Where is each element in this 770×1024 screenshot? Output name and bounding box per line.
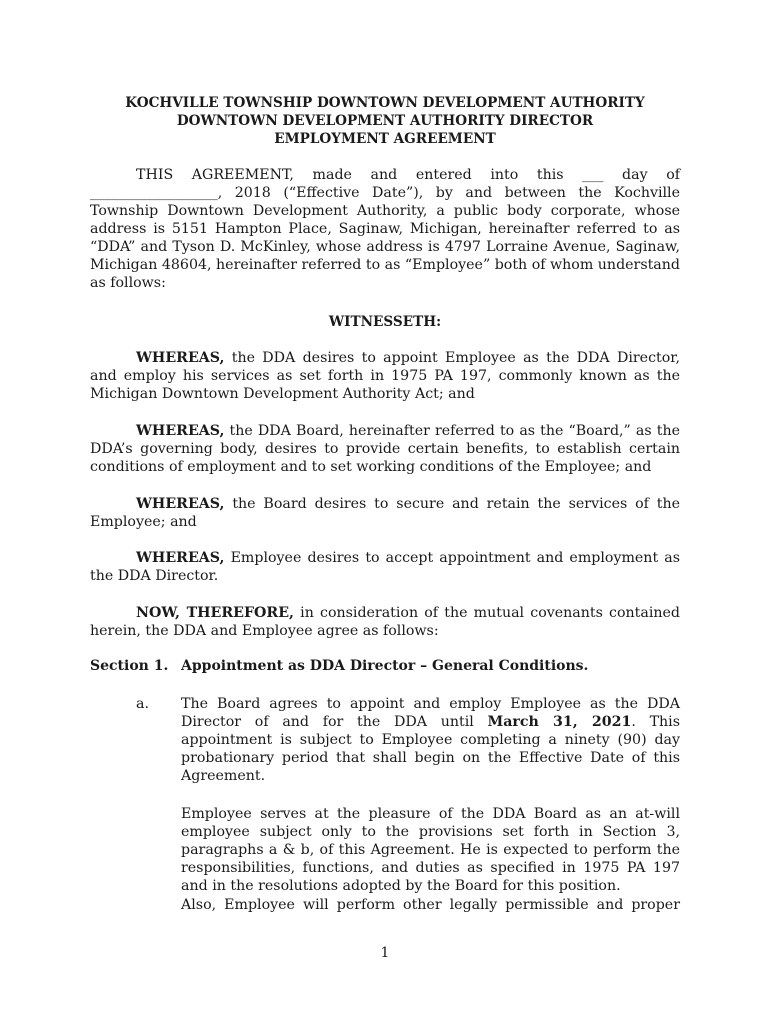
item-a-text: . This appointment is subject to Employee completing a ninety (90) day probationary period that shall begin on the Effective Date of this Agreement. <box>181 714 680 784</box>
document-title <box>90 94 680 148</box>
item-a-paragraph-1 <box>181 695 680 785</box>
section-title: Appointment as DDA Director – General Conditions. <box>181 658 589 674</box>
whereas-paragraph-1 <box>90 349 680 403</box>
now-therefore-lead: NOW, THEREFORE, <box>136 605 294 621</box>
page-number: 1 <box>380 945 390 961</box>
whereas-paragraph-2 <box>90 422 680 476</box>
intro-paragraph: THIS AGREEMENT, made and entered into this ___ day of __________________, 2018 (“Effective Date”), by and between the Kochville Township Downtown Development Authority, a public body corporate, whose address is 5151 Hampton Place, Saginaw, Michigan, hereinafter referred to as “DDA” and Tyson D. McKinley, whose address is 4797 Lorraine Avenue, Saginaw, Michigan 48604, hereinafter referred to as “Employee” both of whom understand as follows: <box>90 167 680 291</box>
witnesseth-heading: WITNESSETH: <box>328 314 442 330</box>
title-line-3: EMPLOYMENT AGREEMENT <box>274 131 496 147</box>
now-therefore-text: in consideration of the mutual covenants contained herein, the DDA and Employee agree as follows: <box>90 605 680 639</box>
whereas-paragraph-4 <box>90 549 680 585</box>
section-1-heading <box>90 657 690 675</box>
whereas-text: the Board desires to secure and retain the services of the Employee; and <box>90 496 680 530</box>
item-letter: a. <box>136 696 149 712</box>
whereas-lead: WHEREAS, <box>136 350 225 366</box>
title-line-2: DOWNTOWN DEVELOPMENT AUTHORITY DIRECTOR <box>176 113 594 129</box>
whereas-text: the DDA desires to appoint Employee as the DDA Director, and employ his services as set forth in 1975 PA 197, commonly known as the Michigan Downtown Development Authority Act; and <box>90 350 680 402</box>
whereas-lead: WHEREAS, <box>136 550 225 566</box>
whereas-text: the DDA Board, hereinafter referred to as the “Board,” as the DDA’s governing body, desires to provide certain benefits, to establish certain conditions of employment and to set working conditions of the Employee; and <box>90 423 680 475</box>
whereas-lead: WHEREAS, <box>136 423 225 439</box>
item-a-paragraph-2-continued: Also, Employee will perform other legally permissible and proper <box>181 897 680 913</box>
item-a-paragraph-2 <box>181 805 680 895</box>
whereas-paragraph-3 <box>90 495 680 531</box>
term-end-date: March 31, 2021 <box>487 714 632 730</box>
now-therefore-paragraph <box>90 604 680 640</box>
item-a-text: Employee serves at the pleasure of the DDA Board as an at-will employee subject only to the provisions set forth in Section 3, paragraphs a & b, of this Agreement. He is expected to perform the responsibilities, functions, and duties as specified in 1975 PA 197 and in the resolutions adopted by the Board for this position. <box>181 806 680 894</box>
title-line-1: KOCHVILLE TOWNSHIP DOWNTOWN DEVELOPMENT AUTHORITY <box>125 95 645 111</box>
item-a-text: The Board agrees to appoint and employ Employee as the DDA Director of and for the DDA until <box>181 696 680 730</box>
section-number: Section 1. <box>90 658 169 674</box>
whereas-lead: WHEREAS, <box>136 496 225 512</box>
whereas-text: Employee desires to accept appointment and employment as the DDA Director. <box>90 550 680 584</box>
